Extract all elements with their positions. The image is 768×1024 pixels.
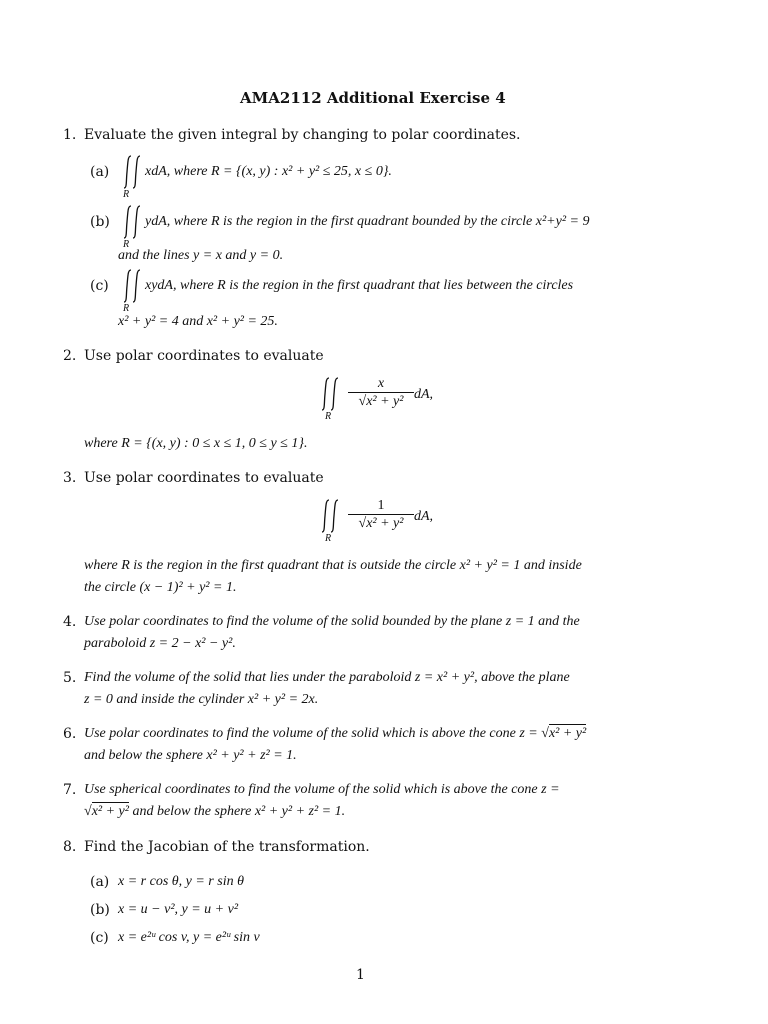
q8a-text: x = r cos θ, y = r sin θ [118, 874, 244, 889]
q5-line1: Find the volume of the solid that lies under the paraboloid z = x² + y², above the plane [84, 670, 570, 685]
q3-text: Use polar coordinates to evaluate [84, 470, 324, 486]
q2-radicand: x² + y² [366, 394, 404, 409]
q1-text: Evaluate the given integral by changing to polar coordinates. [84, 127, 521, 143]
q6-line2: and below the sphere x² + y² + z² = 1. [84, 748, 297, 763]
q2-where: where R = {(x, y) : 0 ≤ x ≤ 1, 0 ≤ y ≤ 1}. [84, 436, 308, 451]
region-subscript: R [123, 189, 130, 200]
region-subscript: R [123, 303, 130, 314]
q3-numerator: 1 [377, 498, 385, 513]
q1b-label: (b) [90, 214, 110, 230]
q2-text: Use polar coordinates to evaluate [84, 348, 324, 364]
q7-radicand: x² + y² [91, 804, 129, 819]
q8a-label: (a) [90, 874, 110, 890]
q4-number: 4. [63, 614, 77, 630]
q5-line2: z = 0 and inside the cylinder x² + y² = 2x. [84, 692, 319, 707]
q7-line2: √x² + y² and below the sphere x² + y² + z² = 1. [84, 804, 346, 819]
q6-radicand: x² + y² [548, 726, 587, 741]
q1b-text-line1: ydA, where R is the region in the first quadrant bounded by the circle x²+y² = 9 [145, 214, 590, 229]
q8-text: Find the Jacobian of the transformation. [84, 839, 370, 855]
q1a-text: xdA, where R = {(x, y) : x² + y² ≤ 25, x ≤ 0}. [145, 164, 392, 179]
q2-fraction [348, 376, 414, 411]
page-number: 1 [356, 967, 365, 983]
q7-line1: Use spherical coordinates to find the volume of the solid which is above the cone z = [84, 782, 560, 797]
q2-numerator: x [377, 376, 385, 391]
q3-radicand: x² + y² [366, 516, 404, 531]
q3-number: 3. [63, 470, 77, 486]
q6-number: 6. [63, 726, 77, 742]
q3-where-line2: the circle (x − 1)² + y² = 1. [84, 580, 237, 595]
q8c-text: x = e²ᵘ cos v, y = e²ᵘ sin v [118, 930, 260, 945]
q7-number: 7. [63, 782, 77, 798]
q1c-text-line1: xydA, where R is the region in the first quadrant that lies between the circles [145, 278, 574, 293]
region-subscript: R [325, 411, 332, 422]
q8-number: 8. [63, 839, 77, 855]
q7-line2-text: and below the sphere x² + y² + z² = 1. [132, 804, 346, 819]
q3-where-line1: where R is the region in the first quadrant that is outside the circle x² + y² = 1 and inside [84, 558, 582, 573]
region-subscript: R [123, 239, 130, 250]
page-title: AMA2112 Additional Exercise 4 [240, 89, 506, 107]
q1-number: 1. [63, 127, 77, 143]
q2-tail: dA, [414, 387, 434, 402]
q5-number: 5. [63, 670, 77, 686]
q8c-label: (c) [90, 930, 109, 946]
q2-number: 2. [63, 348, 77, 364]
q4-line1: Use polar coordinates to find the volume of the solid bounded by the plane z = 1 and the [84, 614, 580, 629]
q4-line2: paraboloid z = 2 − x² − y². [84, 636, 236, 651]
q3-fraction [348, 498, 414, 533]
q8b-text: x = u − v², y = u + v² [118, 902, 239, 917]
q1a-label: (a) [90, 164, 110, 180]
q8b-label: (b) [90, 902, 110, 918]
q1c-label: (c) [90, 278, 109, 294]
q1c-text-line2: x² + y² = 4 and x² + y² = 25. [118, 314, 278, 329]
q6-line1-text: Use polar coordinates to find the volume of the solid which is above the cone z = [84, 726, 542, 741]
q1b-text-line2: and the lines y = x and y = 0. [118, 248, 284, 263]
q3-tail: dA, [414, 509, 434, 524]
q2-denominator: √x² + y² [358, 394, 404, 409]
q6-line1: Use polar coordinates to find the volume of the solid which is above the cone z = √x² + y² [84, 726, 587, 741]
q3-denominator: √x² + y² [358, 516, 404, 531]
region-subscript: R [325, 533, 332, 544]
